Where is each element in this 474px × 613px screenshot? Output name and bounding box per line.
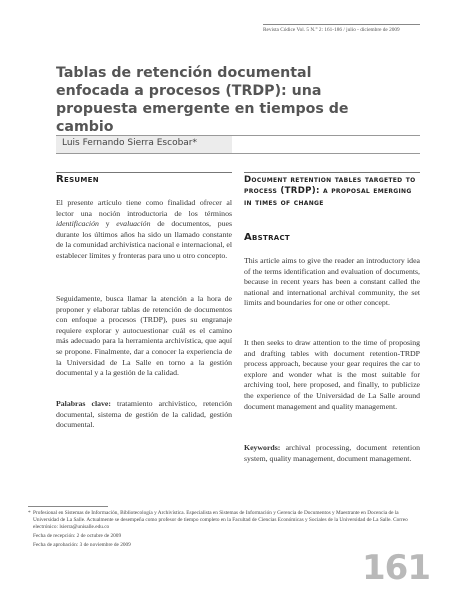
term-identificacion: identificación	[56, 219, 99, 229]
keywords-label: Keywords:	[244, 443, 281, 452]
resumen-p1-part-c: de documentos, pues durante los últimos años ha sido un llamado constante de la comunidad archivística nacional e internacional, el establecer límites y fronteras para uno u otro concepto.	[56, 219, 232, 260]
resumen-p1-part-b: y	[98, 219, 117, 229]
palabras-clave	[56, 399, 232, 431]
resumen-paragraph-2: Seguidamente, busca llamar la atención a la hora de proponer y elaborar tablas de retención de documentos con enfoque a procesos (TRDP), pues su engranaje requiere explorar y autocuestionar cuál es el camino más adecuado para la herramienta archivística, que aquí se propone. Finalmente, dar a conocer la experiencia de la Universidad de La Salle en torno a la gestión documental y a la gestión de la calidad.	[56, 294, 232, 378]
article-title: Tablas de retención documental enfocada a procesos (TRDP): una propuesta emergente en tiempos de cambio	[56, 65, 349, 135]
received-date: Fecha de recepción: 2 de octubre de 2009	[33, 533, 122, 539]
footnote-rule	[28, 506, 108, 507]
resumen-paragraph-1	[56, 198, 232, 262]
approved-date: Fecha de aprobación: 3 de noviembre de 2009	[33, 542, 131, 548]
resumen-p1-part-a: El presente artículo tiene como finalidad ofrecer al lector una noción introductoria de los términos	[56, 198, 232, 218]
footnote-marker: *	[28, 510, 31, 516]
author-rule-bottom	[56, 153, 420, 154]
term-evaluacion: evaluación	[116, 219, 151, 229]
left-column-rule	[56, 172, 232, 173]
english-title: Document retention tables targeted to process (TRDP): a proposal emerging in times of change	[244, 175, 416, 208]
palabras-clave-label: Palabras clave:	[56, 399, 111, 408]
abstract-paragraph-2: It then seeks to draw attention to the time of proposing and drafting tables with document retention-TRDP process approach, because your gear requires the car to explore and wonder what is the most suitable for archiving tool, here proposed, and finally, to publicize the experience of the Universidad de La Salle around document management and quality management.	[244, 338, 420, 411]
author-name: Luis Fernando Sierra Escobar*	[62, 138, 198, 148]
palabras-clave-text: tratamiento archivístico, retención documental, sistema de gestión de la calidad, gestión documental.	[56, 399, 232, 430]
right-column-rule	[244, 172, 420, 173]
keywords	[244, 443, 420, 464]
page-number: 161	[362, 548, 430, 588]
resumen-heading: Resumen	[56, 174, 99, 185]
header-rule	[263, 24, 420, 25]
abstract-paragraph-1: This article aims to give the reader an introductory idea of the terms identification and evaluation of documents, because in recent years has been a constant called the national and international archival community, the set limits and boundaries for one or other concept.	[244, 256, 420, 308]
author-footnote: Profesional en Sistemas de Información, Bibliotecología y Archivística. Especialista en Sistemas de Información y Gerencia de Documentos y Maestrante en Docencia de la Universidad de La Salle. Actualmente se desempeña como profesor de tiempo completo en la Facultad de Ciencias Económicas y Sociales de la Universidad de La Salle. Correo electrónico: lsierra@unisalle.edu.co	[33, 510, 408, 530]
abstract-heading: Abstract	[244, 232, 291, 243]
keywords-text: archival processing, document retention system, quality management, document management.	[244, 443, 420, 463]
journal-citation: Revista Códice Vol. 5 N.° 2: 161-186 / julio - diciembre de 2009	[263, 27, 400, 33]
